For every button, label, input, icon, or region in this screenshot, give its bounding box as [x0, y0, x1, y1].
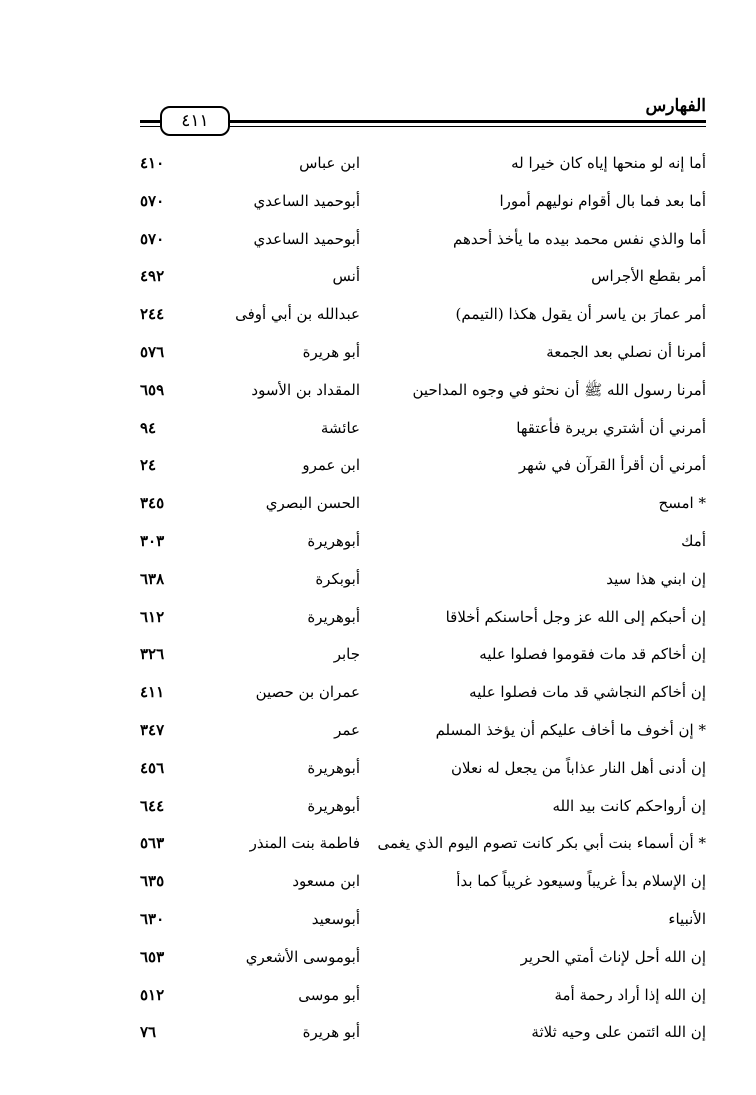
narrator-name: أبوهريرة	[307, 758, 360, 777]
hadith-text: إن الله أحل لإناث أمتي الحرير	[520, 947, 706, 966]
index-row	[140, 604, 706, 642]
index-row	[140, 377, 706, 415]
page-ref: ٥٦٣	[140, 834, 165, 853]
hadith-text: إن أدنى أهل النار عذاباً من يجعل له نعلان	[451, 758, 706, 777]
header-rule-left-thin	[140, 126, 160, 127]
header-rule-thin	[230, 126, 706, 127]
page-ref: ٦١٢	[140, 607, 165, 626]
index-row	[140, 982, 706, 1020]
hadith-text: أمر عمارَ بن ياسر أن يقول هكذا (التيمم)	[455, 305, 706, 324]
hadith-text: * أن أسماء بنت أبي بكر كانت تصوم اليوم الذي يغمى	[377, 834, 706, 853]
page-ref: ٤٩٢	[140, 267, 165, 286]
index-row	[140, 679, 706, 717]
index-row	[140, 528, 706, 566]
page-ref: ٧٦	[140, 1023, 157, 1042]
narrator-name: أبو هريرة	[302, 1023, 360, 1042]
hadith-text: أما إنه لو منحها إياه كان خيرا له	[511, 154, 706, 172]
page-ref: ٣٤٧	[140, 720, 165, 739]
narrator-name: أبوموسى الأشعري	[245, 947, 360, 966]
hadith-text: * امسح	[658, 494, 706, 513]
page-ref: ٥٧٠	[140, 229, 165, 248]
page-ref: ٣٤٥	[140, 494, 165, 513]
hadith-text: إن ابني هذا سيد	[606, 569, 706, 588]
narrator-name: أنس	[332, 267, 360, 286]
page-ref: ٩٤	[140, 418, 157, 437]
narrator-name: ابن مسعود	[292, 872, 360, 891]
index-row	[140, 566, 706, 604]
index-row	[140, 717, 706, 755]
narrator-name: أبوسعيد	[311, 909, 360, 928]
page-ref: ٤١٠	[140, 154, 165, 172]
narrator-name: عمران بن حصين	[255, 683, 360, 702]
page-ref: ٤١١	[140, 683, 165, 702]
narrator-name: أبوهريرة	[307, 531, 360, 550]
index-row	[140, 793, 706, 831]
hadith-text: * إن أخوف ما أخاف عليكم أن يؤخذ المسلم	[435, 720, 706, 739]
index-row	[140, 452, 706, 490]
narrator-name: الحسن البصري	[265, 494, 360, 513]
hadith-text: أمك	[681, 531, 706, 550]
hadith-text: إن الله ائتمن على وحيه ثلاثة	[531, 1023, 706, 1042]
hadith-text: إن أخاكم النجاشي قد مات فصلوا عليه	[469, 683, 706, 702]
index-row	[140, 944, 706, 982]
narrator-name: ابن عمرو	[302, 456, 360, 475]
index-row	[140, 226, 706, 264]
narrator-name: أبوبكرة	[315, 569, 360, 588]
hadith-text: أمرنا رسول الله ﷺ أن نحثو في وجوه المداحين	[412, 380, 706, 399]
index-row	[140, 415, 706, 453]
narrator-name: جابر	[333, 645, 360, 664]
page-ref: ٣٠٣	[140, 531, 165, 550]
hadith-text: أما والذي نفس محمد بيده ما يأخذ أحدهم	[452, 229, 706, 248]
page-ref: ٦٣٨	[140, 569, 165, 588]
index-row	[140, 830, 706, 868]
index-row	[140, 150, 706, 188]
page-title: الفهارس	[645, 96, 706, 116]
index-row	[140, 339, 706, 377]
index-row	[140, 755, 706, 793]
hadith-text: إن الله إذا أراد رحمة أمة	[554, 985, 706, 1004]
narrator-name: عبدالله بن أبي أوفى	[235, 305, 360, 324]
index-row	[140, 641, 706, 679]
index-row	[140, 263, 706, 301]
hadith-index-list	[140, 150, 706, 1057]
index-row	[140, 906, 706, 944]
page-ref: ٦٥٩	[140, 380, 165, 399]
hadith-text: إن أرواحكم كانت بيد الله	[552, 796, 706, 815]
hadith-text: إن أخاكم قد مات فقوموا فصلوا عليه	[479, 645, 706, 664]
page-ref: ٤٥٦	[140, 758, 165, 777]
page-ref: ٦٤٤	[140, 796, 165, 815]
page-ref: ٥١٢	[140, 985, 165, 1004]
index-row	[140, 868, 706, 906]
page-ref: ٦٣٥	[140, 872, 165, 891]
page-ref: ٢٤	[140, 456, 157, 475]
header-rule-left	[140, 120, 160, 123]
hadith-text: أمرنا أن نصلي بعد الجمعة	[546, 342, 706, 361]
page-header	[140, 96, 706, 146]
narrator-name: أبوهريرة	[307, 796, 360, 815]
narrator-name: فاطمة بنت المنذر	[249, 834, 360, 853]
hadith-text: إن أحبكم إلى الله عز وجل أحاسنكم أخلاقا	[445, 607, 706, 626]
page-ref: ٦٣٠	[140, 909, 165, 928]
header-rule	[230, 120, 706, 123]
page-ref: ٦٥٣	[140, 947, 165, 966]
narrator-name: أبوحميد الساعدي	[253, 229, 360, 248]
page-ref: ٥٧٠	[140, 191, 165, 210]
narrator-name: أبو موسى	[298, 985, 360, 1004]
narrator-name: المقداد بن الأسود	[251, 380, 360, 399]
index-row	[140, 1019, 706, 1057]
hadith-text: أما بعد فما بال أقوام نوليهم أمورا	[499, 191, 706, 210]
index-row	[140, 188, 706, 226]
narrator-name: عائشة	[320, 418, 360, 437]
index-row	[140, 490, 706, 528]
page-number: ٤١١	[160, 106, 230, 136]
hadith-text: أمرني أن أقرأ القرآن في شهر	[518, 456, 706, 475]
page-ref: ٥٧٦	[140, 342, 165, 361]
hadith-text: إن الإسلام بدأ غريباً وسيعود غريباً كما بدأ	[456, 872, 706, 891]
narrator-name: عمر	[334, 720, 360, 739]
page-ref: ٢٤٤	[140, 305, 165, 324]
narrator-name: أبوهريرة	[307, 607, 360, 626]
hadith-text: أمرني أن أشتري بريرة فأعتقها	[516, 418, 706, 437]
narrator-name: أبوحميد الساعدي	[253, 191, 360, 210]
hadith-text: أمر بقطع الأجراس	[591, 267, 706, 286]
index-row	[140, 301, 706, 339]
hadith-text: الأنبياء	[668, 909, 706, 928]
narrator-name: ابن عباس	[299, 154, 360, 172]
page-ref: ٣٢٦	[140, 645, 165, 664]
narrator-name: أبو هريرة	[302, 342, 360, 361]
